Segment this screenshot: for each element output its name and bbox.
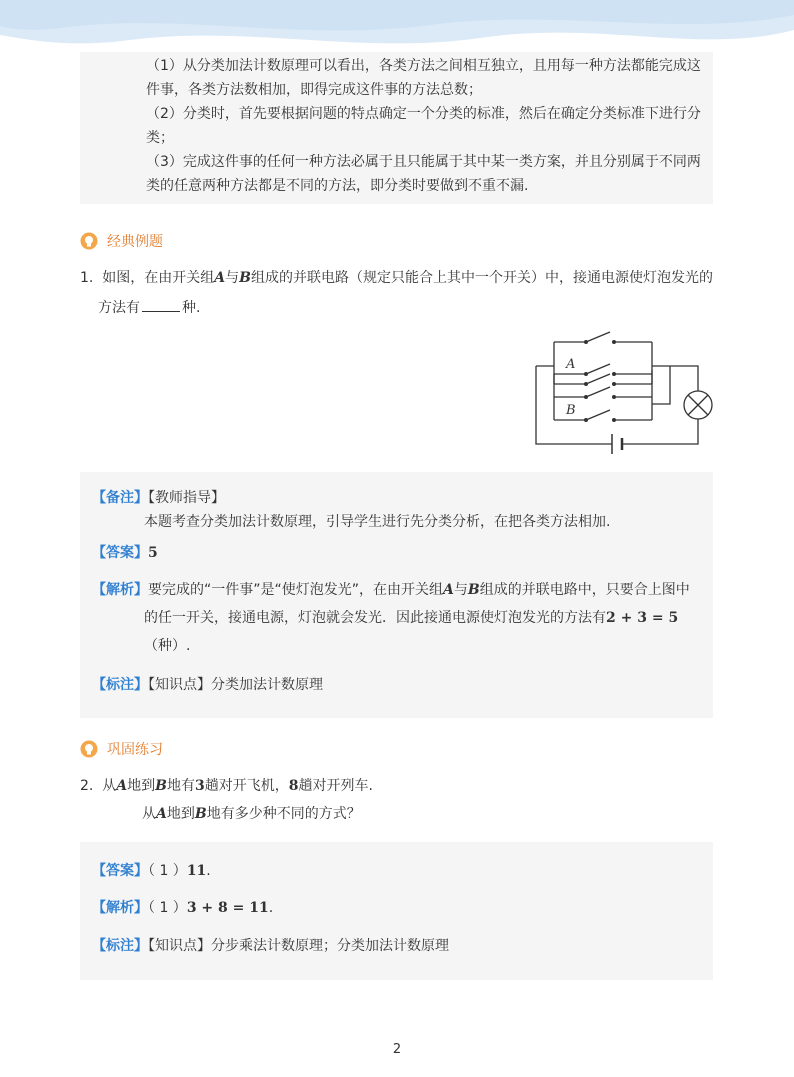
page-number: 2 (392, 1042, 402, 1057)
question-number: 1. (80, 270, 94, 286)
solution-box-2 (80, 842, 713, 980)
section-title: 巩固练习 (107, 742, 163, 758)
analysis-line-2: 的任一开关，接通电源，灯泡就会发光．因此接通电源使灯泡发光的方法有2 + 3 = 5 (144, 610, 679, 626)
analysis-line: 【解析】（ 1 ）3 + 8 = 11. (92, 900, 274, 916)
lightbulb-icon (80, 232, 98, 250)
label-b: B (566, 403, 576, 418)
answer-value: 11 (186, 863, 207, 879)
answer-tag: 【答案】 (92, 863, 148, 879)
analysis-formula: 3 + 8 = 11 (186, 900, 269, 916)
remark-title: 【教师指导】 (148, 490, 225, 506)
remark-line (92, 488, 225, 508)
question-1-line-1: 1. 如图，在由开关组A与B组成的并联电路（规定只能合上其中一个开关）中，接通电源使灯泡发光的 (80, 270, 713, 286)
notes-line-4: 类； (146, 130, 174, 146)
remark-tag: 【备注】 (92, 490, 148, 506)
mark-tag: 【标注】 (92, 677, 148, 693)
answer-line: 【答案】（ 1 ）11. (92, 863, 211, 879)
mark-line (92, 675, 323, 695)
header-wave-decoration (0, 0, 794, 60)
solution-box-1 (80, 472, 713, 718)
analysis-line-1: 【解析】要完成的“一件事”是“使灯泡发光”，在由开关组A与B组成的并联电路中，只要合上图中 (92, 582, 690, 598)
answer-line (92, 543, 158, 563)
circuit-diagram (530, 316, 720, 458)
mark-text: 【知识点】分类加法计数原理 (148, 677, 323, 693)
analysis-tag: 【解析】 (92, 582, 148, 598)
lightbulb-icon (80, 740, 98, 758)
question-2-subquestion: 从A地到B地有多少种不同的方式？ (142, 806, 361, 822)
answer-blank[interactable] (142, 297, 180, 312)
analysis-tag: 【解析】 (92, 900, 148, 916)
variable-b: B (239, 270, 251, 286)
answer-tag: 【答案】 (92, 545, 148, 561)
mark-tag: 【标注】 (92, 938, 148, 954)
mark-text: 【知识点】分步乘法计数原理；分类加法计数原理 (148, 938, 449, 954)
notes-line-3: （2）分类时，首先要根据问题的特点确定一个分类的标准，然后在确定分类标准下进行分 (146, 106, 701, 122)
question-number: 2. (80, 778, 94, 794)
notes-line-6: 类的任意两种方法都是不同的方法，即分类时要做到不重不漏. (146, 178, 529, 194)
question-1-line-2: 方法有 种. (98, 297, 200, 318)
answer-value: 5 (148, 545, 158, 561)
mark-line (92, 936, 449, 956)
notes-line-1: （1）从分类加法计数原理可以看出，各类方法之间相互独立，且用每一种方法都能完成这 (146, 58, 701, 74)
analysis-line-3: （种）. (144, 638, 191, 654)
question-2-line-1: 2. 从A地到B地有3趟对开飞机，8趟对开列车. (80, 778, 373, 794)
notes-line-5: （3）完成这件事的任何一种方法必属于且只能属于其中某一类方案，并且分别属于不同两 (146, 154, 701, 170)
label-a: A (566, 357, 576, 372)
notes-line-2: 件事，各类方法数相加，即得完成这件事的方法总数； (146, 82, 482, 98)
section-title: 经典例题 (107, 234, 163, 250)
section-header-practice (80, 738, 163, 760)
analysis-formula: 2 + 3 = 5 (606, 610, 679, 626)
remark-text: 本题考查分类加法计数原理，引导学生进行先分类分析，在把各类方法相加. (144, 514, 611, 530)
notes-box (80, 52, 713, 204)
section-header-examples (80, 230, 163, 252)
variable-a: A (214, 270, 226, 286)
